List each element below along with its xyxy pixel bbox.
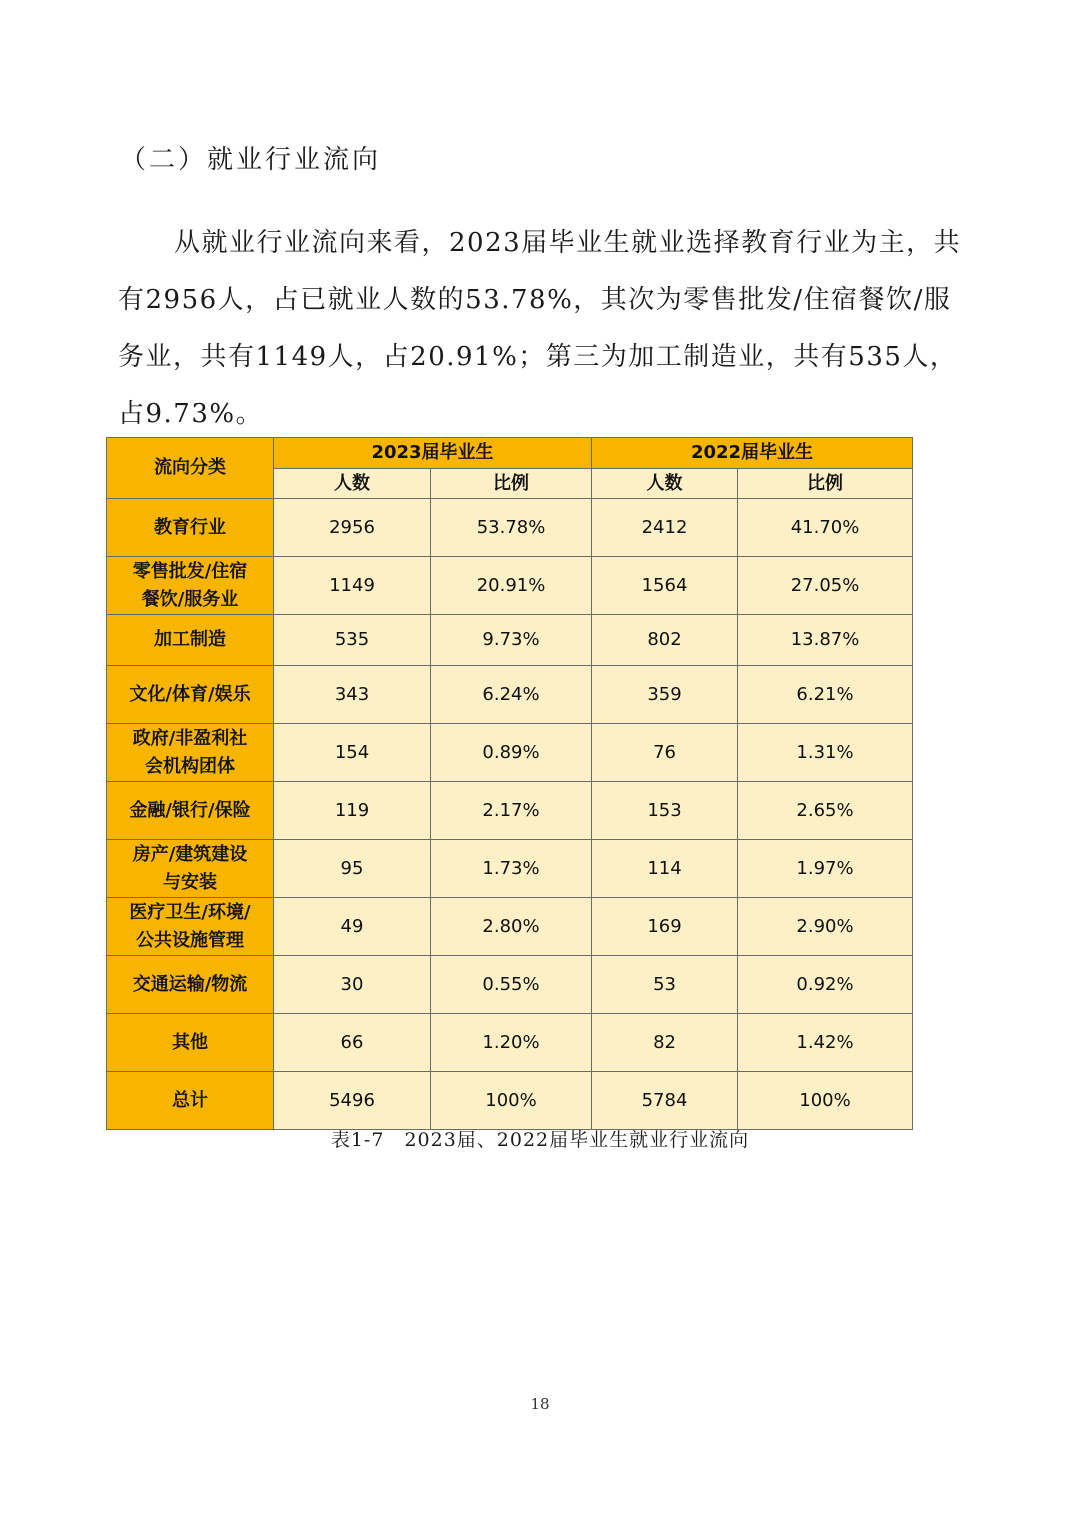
col-header-count-2023: 人数 <box>274 469 431 499</box>
table-row <box>107 724 913 782</box>
cell-count-2022: 53 <box>592 956 738 1014</box>
row-category: 总计 <box>107 1072 274 1130</box>
cell-ratio-2022: 1.42% <box>738 1014 913 1072</box>
cell-count-2023: 343 <box>274 666 431 724</box>
cell-count-2022: 114 <box>592 840 738 898</box>
cell-ratio-2023: 20.91% <box>431 557 592 615</box>
section-heading: （二）就业行业流向 <box>120 145 382 175</box>
cell-ratio-2022: 13.87% <box>738 615 913 666</box>
cell-count-2023: 49 <box>274 898 431 956</box>
cell-ratio-2023: 9.73% <box>431 615 592 666</box>
row-category: 零售批发/住宿 餐饮/服务业 <box>107 557 274 615</box>
cell-ratio-2022: 1.31% <box>738 724 913 782</box>
row-category: 文化/体育/娱乐 <box>107 666 274 724</box>
cell-ratio-2023: 6.24% <box>431 666 592 724</box>
row-category: 教育行业 <box>107 499 274 557</box>
group-header-2022: 2022届毕业生 <box>592 438 913 469</box>
cell-count-2022: 802 <box>592 615 738 666</box>
cell-count-2022: 1564 <box>592 557 738 615</box>
cell-ratio-2022: 0.92% <box>738 956 913 1014</box>
cell-ratio-2023: 2.80% <box>431 898 592 956</box>
row-category: 政府/非盈利社 会机构团体 <box>107 724 274 782</box>
cell-count-2023: 66 <box>274 1014 431 1072</box>
cell-count-2023: 5496 <box>274 1072 431 1130</box>
table-caption: 表1-7 2023届、2022届毕业生就业行业流向 <box>330 1129 750 1151</box>
cell-count-2023: 154 <box>274 724 431 782</box>
cell-count-2022: 359 <box>592 666 738 724</box>
cell-ratio-2023: 100% <box>431 1072 592 1130</box>
cell-ratio-2022: 100% <box>738 1072 913 1130</box>
cell-ratio-2022: 1.97% <box>738 840 913 898</box>
cell-ratio-2023: 1.73% <box>431 840 592 898</box>
table-row <box>107 898 913 956</box>
cell-ratio-2023: 0.89% <box>431 724 592 782</box>
row-category: 金融/银行/保险 <box>107 782 274 840</box>
cell-ratio-2023: 2.17% <box>431 782 592 840</box>
table-row <box>107 615 913 666</box>
body-paragraph: 从就业行业流向来看，2023届毕业生就业选择教育行业为主，共有2956人，占已就业人数的53.78%，其次为零售批发/住宿餐饮/服务业，共有1149人，占20.91%；第三为加工制造业，共有535人，占9.73%。 <box>118 228 962 429</box>
cell-count-2023: 95 <box>274 840 431 898</box>
table-row-total <box>107 1072 913 1130</box>
table-row <box>107 840 913 898</box>
table-row <box>107 1014 913 1072</box>
cell-count-2022: 5784 <box>592 1072 738 1130</box>
row-category: 其他 <box>107 1014 274 1072</box>
table-row <box>107 499 913 557</box>
category-header: 流向分类 <box>107 438 274 499</box>
cell-count-2023: 30 <box>274 956 431 1014</box>
cell-count-2022: 82 <box>592 1014 738 1072</box>
cell-count-2022: 153 <box>592 782 738 840</box>
col-header-count-2022: 人数 <box>592 469 738 499</box>
table-row <box>107 782 913 840</box>
cell-count-2023: 1149 <box>274 557 431 615</box>
row-category: 交通运输/物流 <box>107 956 274 1014</box>
col-header-ratio-2023: 比例 <box>431 469 592 499</box>
page-number: 18 <box>530 1395 550 1413</box>
row-category: 加工制造 <box>107 615 274 666</box>
table-header-row-1 <box>107 438 913 469</box>
cell-ratio-2022: 6.21% <box>738 666 913 724</box>
cell-count-2022: 2412 <box>592 499 738 557</box>
cell-ratio-2022: 41.70% <box>738 499 913 557</box>
cell-ratio-2022: 2.90% <box>738 898 913 956</box>
row-category: 医疗卫生/环境/ 公共设施管理 <box>107 898 274 956</box>
cell-ratio-2022: 2.65% <box>738 782 913 840</box>
table-row <box>107 557 913 615</box>
industry-table-container <box>106 437 912 1130</box>
cell-ratio-2023: 53.78% <box>431 499 592 557</box>
cell-count-2023: 535 <box>274 615 431 666</box>
industry-flow-table <box>106 437 913 1130</box>
cell-ratio-2023: 0.55% <box>431 956 592 1014</box>
cell-count-2023: 119 <box>274 782 431 840</box>
table-row <box>107 956 913 1014</box>
cell-count-2023: 2956 <box>274 499 431 557</box>
col-header-ratio-2022: 比例 <box>738 469 913 499</box>
cell-count-2022: 169 <box>592 898 738 956</box>
cell-count-2022: 76 <box>592 724 738 782</box>
group-header-2023: 2023届毕业生 <box>274 438 592 469</box>
cell-ratio-2023: 1.20% <box>431 1014 592 1072</box>
table-row <box>107 666 913 724</box>
row-category: 房产/建筑建设 与安装 <box>107 840 274 898</box>
cell-ratio-2022: 27.05% <box>738 557 913 615</box>
